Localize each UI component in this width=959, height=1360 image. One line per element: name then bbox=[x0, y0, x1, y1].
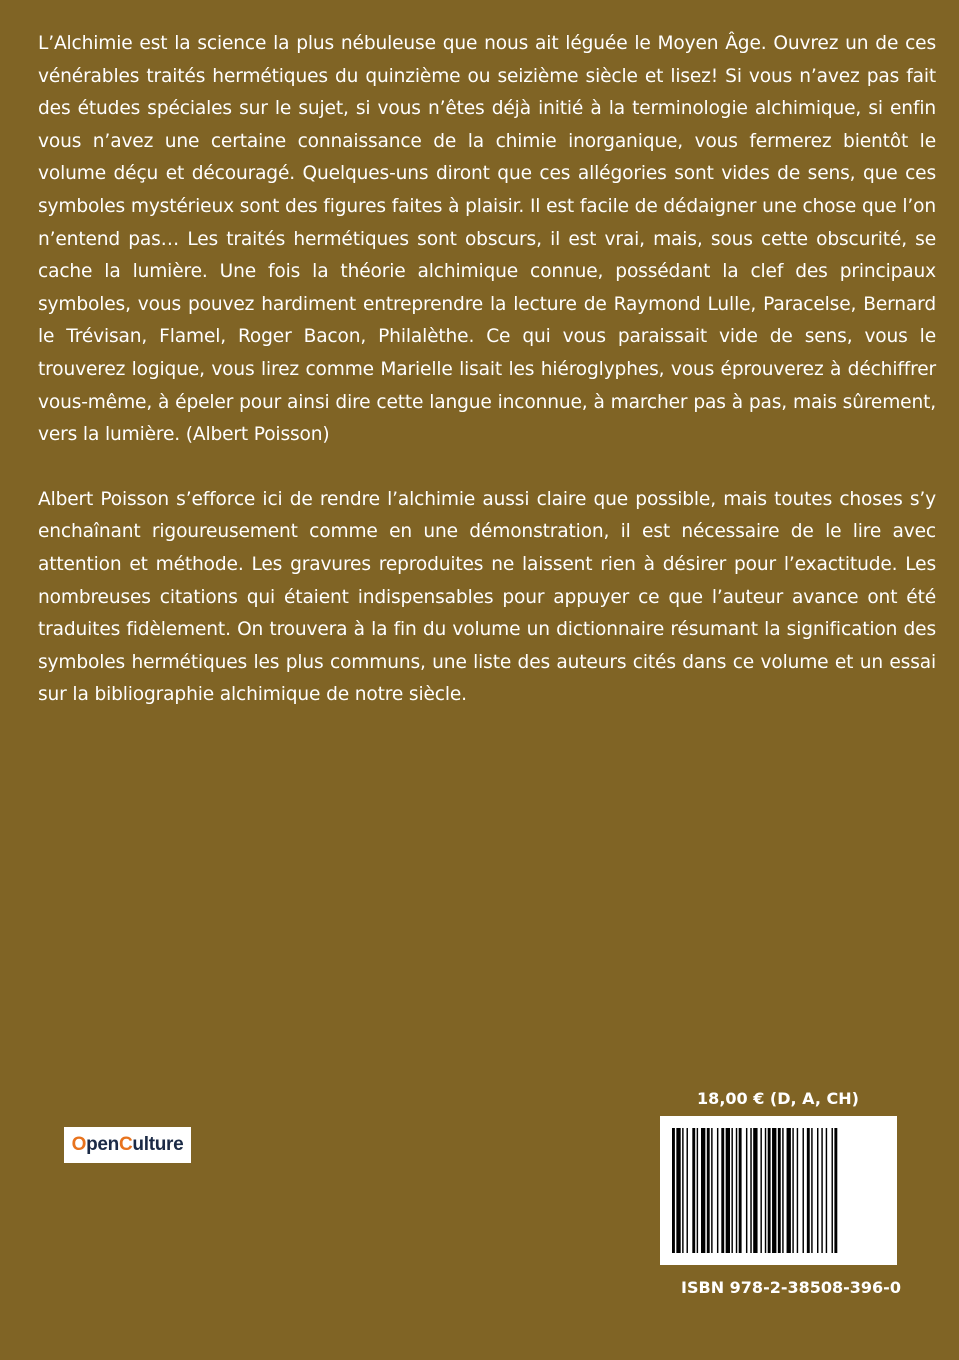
logo-text-ulture: ulture bbox=[132, 1134, 184, 1155]
barcode-bar bbox=[768, 1128, 771, 1253]
barcode-icon bbox=[672, 1128, 885, 1253]
barcode-bar bbox=[672, 1128, 675, 1253]
barcode-bar bbox=[772, 1128, 776, 1253]
barcode-bar bbox=[731, 1128, 732, 1253]
publisher-logo bbox=[64, 1127, 191, 1163]
price-label: 18,00 € (D, A, CH) bbox=[697, 1089, 859, 1108]
blurb-paragraph-1: L’Alchimie est la science la plus nébuleuse que nous ait léguée le Moyen Âge. Ouvrez un de ces vénérables traités hermétiques du quinzième ou seizième siècle et lisez! Si vous n’avez pas fait des études spéciales sur le sujet, si vous n’êtes déjà initié à la terminologie alchimique, si enfin vous n’avez une certaine connaissance de la chimie inorganique, vous fermerez bientôt le volume déçu et découragé. Quelques-uns diront que ces allégories sont vides de sens, que ces symboles mystérieux sont des figures faites à plaisir. Il est facile de dédaigner une chose que l’on n’entend pas… Les traités hermétiques sont obscurs, il est vrai, mais, sous cette obscurité, se cache la lumière. Une fois la théorie alchimique connue, possédant la clef des principaux symboles, vous pouvez hardiment entreprendre la lecture de Raymond Lulle, Paracelse, Bernard le Trévisan, Flamel, Roger Bacon, Philalèthe. Ce qui vous paraissait vide de sens, vous le trouverez logique, vous lirez comme Marielle lisait les hiéroglyphes, vous éprouverez à déchiffrer vous-même, à épeler pour ainsi dire cette langue inconnue, à marcher pas à pas, mais sûrement, vers la lumière. (Albert Poisson) bbox=[38, 33, 936, 446]
barcode-bar bbox=[811, 1128, 812, 1253]
barcode-bar bbox=[803, 1128, 804, 1253]
barcode-bar bbox=[792, 1128, 793, 1253]
barcode-bar bbox=[701, 1128, 705, 1253]
barcode-bar bbox=[753, 1128, 757, 1253]
barcode-bar bbox=[821, 1128, 822, 1253]
logo-text-pen: pen bbox=[86, 1134, 119, 1155]
barcode-bar bbox=[739, 1128, 742, 1253]
barcode-bar bbox=[697, 1128, 698, 1253]
barcode-bar bbox=[721, 1128, 724, 1253]
barcode-bar bbox=[676, 1128, 680, 1253]
logo-letter-c: C bbox=[118, 1134, 133, 1155]
barcode-bar bbox=[726, 1128, 730, 1253]
barcode-bar bbox=[817, 1128, 818, 1253]
barcode-bar bbox=[807, 1128, 810, 1253]
barcode-bar bbox=[826, 1128, 827, 1253]
blurb-text bbox=[38, 28, 936, 712]
barcode-bar bbox=[760, 1128, 761, 1253]
barcode-bar bbox=[717, 1128, 718, 1253]
barcode-bar bbox=[736, 1128, 737, 1253]
barcode-bar bbox=[782, 1128, 783, 1253]
barcode-box bbox=[660, 1116, 897, 1265]
barcode-bar bbox=[787, 1128, 791, 1253]
barcode-bar bbox=[832, 1128, 833, 1253]
barcode-bar bbox=[707, 1128, 710, 1253]
barcode-bar bbox=[797, 1128, 798, 1253]
barcode-bar bbox=[750, 1128, 751, 1253]
logo-letter-o: O bbox=[71, 1134, 87, 1155]
blurb-paragraph-2: Albert Poisson s’efforce ici de rendre l’alchimie aussi claire que possible, mais toutes choses s’y enchaînant rigoureusement comme en une démonstration, il est nécessaire de le lire avec attention et méthode. Les gravures reproduites ne laissent rien à désirer pour l’exactitude. Les nombreuses citations qui étaient indispensables pour appuyer ce que l’auteur avance ont été traduites fidèlement. On trouvera à la fin du volume un dictionnaire résumant la signification des symboles hermétiques les plus communs, une liste des auteurs cités dans ce volume et un essai sur la bibliographie alchimique de notre siècle. bbox=[38, 488, 936, 706]
barcode-bar bbox=[687, 1128, 688, 1253]
barcode-bar bbox=[746, 1128, 747, 1253]
barcode-bar bbox=[834, 1128, 837, 1253]
barcode-bar bbox=[765, 1128, 766, 1253]
barcode-bar bbox=[778, 1128, 781, 1253]
barcode-bar bbox=[692, 1128, 695, 1253]
barcode-bar bbox=[711, 1128, 712, 1253]
barcode-bar bbox=[682, 1128, 683, 1253]
isbn-label: ISBN 978-2-38508-396-0 bbox=[681, 1278, 901, 1297]
